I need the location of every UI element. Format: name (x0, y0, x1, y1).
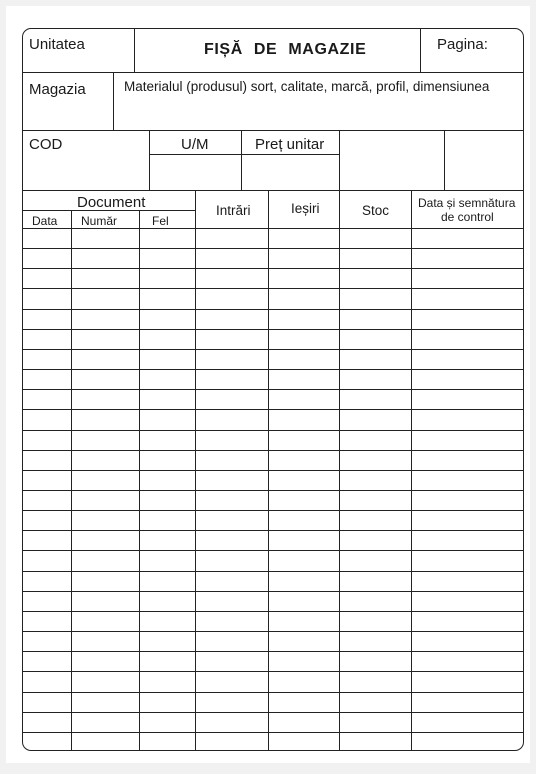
table-cell[interactable] (411, 268, 524, 288)
table-row (23, 268, 524, 288)
row-divider (23, 288, 524, 289)
divider (339, 130, 340, 190)
table-cell[interactable] (139, 671, 195, 691)
table-cell[interactable] (411, 651, 524, 671)
table-cell[interactable] (268, 430, 339, 450)
table-row (23, 430, 524, 450)
table-cell[interactable] (195, 571, 268, 591)
row-divider (23, 651, 524, 652)
um-label: U/M (181, 136, 209, 153)
table-cell[interactable] (71, 510, 139, 530)
table-cell[interactable] (339, 470, 411, 490)
divider (23, 72, 524, 73)
table-row (23, 692, 524, 712)
table-row (23, 349, 524, 369)
table-cell[interactable] (71, 349, 139, 369)
table-cell[interactable] (268, 329, 339, 349)
table-cell[interactable] (23, 288, 71, 308)
table-cell[interactable] (268, 369, 339, 389)
row-divider (23, 530, 524, 531)
table-cell[interactable] (71, 228, 139, 248)
table-cell[interactable] (139, 591, 195, 611)
table-cell[interactable] (139, 430, 195, 450)
table-cell[interactable] (339, 288, 411, 308)
table-cell[interactable] (139, 369, 195, 389)
table-cell[interactable] (268, 510, 339, 530)
table-cell[interactable] (139, 631, 195, 651)
table-cell[interactable] (23, 409, 71, 429)
cod-field[interactable] (23, 155, 149, 190)
table-cell[interactable] (139, 450, 195, 470)
table-cell[interactable] (139, 530, 195, 550)
table-cell[interactable] (139, 712, 195, 732)
iesiri-header: Ieșiri (291, 201, 320, 216)
divider (23, 130, 524, 131)
table-cell[interactable] (268, 409, 339, 429)
table-cell[interactable] (195, 611, 268, 631)
table-cell[interactable] (195, 490, 268, 510)
magazia-label: Magazia (29, 81, 86, 98)
table-cell[interactable] (23, 349, 71, 369)
table-cell[interactable] (139, 732, 195, 751)
table-cell[interactable] (411, 470, 524, 490)
divider (23, 190, 524, 191)
table-cell[interactable] (268, 571, 339, 591)
table-cell[interactable] (195, 288, 268, 308)
table-cell[interactable] (339, 490, 411, 510)
table-cell[interactable] (139, 510, 195, 530)
table-cell[interactable] (23, 550, 71, 570)
table-cell[interactable] (411, 510, 524, 530)
table-cell[interactable] (195, 430, 268, 450)
table-row (23, 248, 524, 268)
row-divider (23, 430, 524, 431)
table-cell[interactable] (71, 651, 139, 671)
table-cell[interactable] (411, 248, 524, 268)
material-description-label: Materialul (produsul) sort, calitate, marcă, profil, dimensiunea (124, 79, 490, 94)
table-cell[interactable] (71, 450, 139, 470)
table-cell[interactable] (411, 530, 524, 550)
table-cell[interactable] (339, 571, 411, 591)
table-row (23, 591, 524, 611)
table-cell[interactable] (339, 369, 411, 389)
intrari-header: Intrări (216, 203, 251, 218)
table-cell[interactable] (339, 732, 411, 751)
table-cell[interactable] (71, 409, 139, 429)
table-cell[interactable] (339, 510, 411, 530)
table-cell[interactable] (71, 430, 139, 450)
table-cell[interactable] (339, 651, 411, 671)
table-cell[interactable] (339, 450, 411, 470)
table-cell[interactable] (411, 611, 524, 631)
table-cell[interactable] (71, 490, 139, 510)
table-cell[interactable] (23, 248, 71, 268)
table-cell[interactable] (411, 369, 524, 389)
table-cell[interactable] (195, 450, 268, 470)
table-cell[interactable] (268, 288, 339, 308)
table-cell[interactable] (195, 631, 268, 651)
magazia-field[interactable] (23, 99, 113, 130)
table-cell[interactable] (268, 530, 339, 550)
table-row (23, 671, 524, 691)
table-cell[interactable] (339, 550, 411, 570)
table-row (23, 571, 524, 591)
control-header-line1: Data și semnătura (418, 196, 516, 210)
row-divider (23, 732, 524, 733)
table-row (23, 450, 524, 470)
table-cell[interactable] (411, 631, 524, 651)
row-divider (23, 692, 524, 693)
table-cell[interactable] (139, 288, 195, 308)
pagina-label: Pagina: (437, 36, 488, 53)
table-cell[interactable] (71, 389, 139, 409)
table-cell[interactable] (23, 530, 71, 550)
table-cell[interactable] (411, 409, 524, 429)
table-cell[interactable] (139, 651, 195, 671)
material-field[interactable] (114, 99, 524, 130)
table-cell[interactable] (23, 490, 71, 510)
table-cell[interactable] (268, 490, 339, 510)
table-cell[interactable] (139, 309, 195, 329)
table-cell[interactable] (411, 228, 524, 248)
table-cell[interactable] (339, 349, 411, 369)
table-cell[interactable] (339, 430, 411, 450)
row-divider (23, 349, 524, 350)
stock-card-form (22, 28, 524, 751)
table-cell[interactable] (195, 470, 268, 490)
table-cell[interactable] (339, 712, 411, 732)
table-cell[interactable] (195, 228, 268, 248)
paper-sheet (6, 6, 530, 763)
control-header-line2: de control (441, 210, 494, 224)
row-divider (23, 450, 524, 451)
table-cell[interactable] (411, 450, 524, 470)
table-cell[interactable] (71, 248, 139, 268)
table-cell[interactable] (268, 248, 339, 268)
row-divider (23, 268, 524, 269)
table-row (23, 228, 524, 248)
table-cell[interactable] (268, 349, 339, 369)
table-cell[interactable] (268, 389, 339, 409)
table-row (23, 510, 524, 530)
table-cell[interactable] (339, 329, 411, 349)
row-divider (23, 470, 524, 471)
table-cell[interactable] (139, 389, 195, 409)
table-cell[interactable] (339, 692, 411, 712)
table-cell[interactable] (71, 732, 139, 751)
table-cell[interactable] (71, 369, 139, 389)
table-cell[interactable] (71, 712, 139, 732)
um-field[interactable] (150, 155, 241, 190)
table-cell[interactable] (339, 631, 411, 651)
table-cell[interactable] (139, 268, 195, 288)
table-cell[interactable] (71, 329, 139, 349)
table-cell[interactable] (71, 550, 139, 570)
table-cell[interactable] (339, 309, 411, 329)
data-header: Data (32, 214, 58, 228)
table-cell[interactable] (195, 671, 268, 691)
table-cell[interactable] (23, 651, 71, 671)
numar-header: Număr (81, 214, 118, 228)
table-cell[interactable] (23, 712, 71, 732)
row-divider (23, 631, 524, 632)
row-divider (23, 550, 524, 551)
table-row (23, 369, 524, 389)
table-row (23, 712, 524, 732)
table-row (23, 631, 524, 651)
table-cell[interactable] (411, 550, 524, 570)
table-cell[interactable] (195, 309, 268, 329)
table-row (23, 651, 524, 671)
table-row (23, 409, 524, 429)
table-row (23, 732, 524, 751)
table-cell[interactable] (71, 692, 139, 712)
table-cell[interactable] (411, 571, 524, 591)
unitatea-label: Unitatea (29, 36, 85, 53)
row-divider (23, 591, 524, 592)
table-cell[interactable] (195, 732, 268, 751)
table-cell[interactable] (339, 228, 411, 248)
table-cell[interactable] (23, 510, 71, 530)
table-cell[interactable] (195, 510, 268, 530)
row-divider (23, 409, 524, 410)
table-cell[interactable] (139, 228, 195, 248)
table-cell[interactable] (195, 329, 268, 349)
table-cell[interactable] (339, 530, 411, 550)
table-cell[interactable] (139, 611, 195, 631)
table-cell[interactable] (268, 732, 339, 751)
row-divider (23, 510, 524, 511)
stoc-header: Stoc (362, 203, 390, 218)
table-cell[interactable] (71, 470, 139, 490)
table-cell[interactable] (339, 409, 411, 429)
table-cell[interactable] (71, 631, 139, 651)
row-divider (23, 369, 524, 370)
table-cell[interactable] (268, 611, 339, 631)
table-cell[interactable] (71, 288, 139, 308)
table-cell[interactable] (23, 732, 71, 751)
cod-label: COD (29, 136, 63, 153)
table-cell[interactable] (23, 611, 71, 631)
table-cell[interactable] (195, 248, 268, 268)
table-cell[interactable] (268, 268, 339, 288)
table-cell[interactable] (411, 671, 524, 691)
table-cell[interactable] (339, 611, 411, 631)
table-cell[interactable] (411, 712, 524, 732)
divider (23, 210, 195, 211)
table-cell[interactable] (339, 248, 411, 268)
table-cell[interactable] (195, 409, 268, 429)
table-row (23, 611, 524, 631)
table-cell[interactable] (71, 571, 139, 591)
table-cell[interactable] (71, 591, 139, 611)
table-row (23, 389, 524, 409)
table-cell[interactable] (411, 389, 524, 409)
table-cell[interactable] (268, 309, 339, 329)
row-divider (23, 611, 524, 612)
table-cell[interactable] (71, 268, 139, 288)
table-cell[interactable] (339, 671, 411, 691)
table-cell[interactable] (195, 268, 268, 288)
table-cell[interactable] (195, 349, 268, 369)
table-cell[interactable] (71, 309, 139, 329)
row-divider (23, 389, 524, 390)
table-cell[interactable] (139, 692, 195, 712)
table-cell[interactable] (268, 671, 339, 691)
table-cell[interactable] (23, 268, 71, 288)
table-cell[interactable] (195, 369, 268, 389)
row-divider (23, 571, 524, 572)
table-cell[interactable] (268, 450, 339, 470)
row-divider (23, 309, 524, 310)
table-cell[interactable] (195, 651, 268, 671)
table-cell[interactable] (411, 288, 524, 308)
table-cell[interactable] (23, 571, 71, 591)
table-cell[interactable] (139, 248, 195, 268)
table-cell[interactable] (195, 389, 268, 409)
divider (444, 130, 445, 190)
table-row (23, 490, 524, 510)
row-divider (23, 248, 524, 249)
table-cell[interactable] (23, 329, 71, 349)
table-cell[interactable] (268, 550, 339, 570)
table-cell[interactable] (411, 430, 524, 450)
table-cell[interactable] (139, 349, 195, 369)
table-cell[interactable] (23, 309, 71, 329)
table-cell[interactable] (71, 530, 139, 550)
table-cell[interactable] (23, 692, 71, 712)
table-row (23, 530, 524, 550)
table-row (23, 470, 524, 490)
table-cell[interactable] (23, 369, 71, 389)
table-cell[interactable] (411, 329, 524, 349)
table-cell[interactable] (339, 268, 411, 288)
table-cell[interactable] (268, 228, 339, 248)
table-cell[interactable] (268, 631, 339, 651)
table-cell[interactable] (139, 470, 195, 490)
table-cell[interactable] (411, 591, 524, 611)
table-cell[interactable] (268, 712, 339, 732)
table-cell[interactable] (139, 329, 195, 349)
row-divider (23, 490, 524, 491)
table-cell[interactable] (23, 671, 71, 691)
table-cell[interactable] (268, 591, 339, 611)
table-cell[interactable] (268, 651, 339, 671)
table-cell[interactable] (195, 712, 268, 732)
table-cell[interactable] (411, 692, 524, 712)
form-title: FIȘĂ DE MAGAZIE (204, 41, 367, 58)
pagina-field[interactable] (421, 29, 524, 72)
pret-unitar-field[interactable] (242, 155, 339, 190)
table-cell[interactable] (139, 490, 195, 510)
table-cell[interactable] (195, 692, 268, 712)
table-cell[interactable] (23, 450, 71, 470)
table-cell[interactable] (339, 389, 411, 409)
table-cell[interactable] (411, 309, 524, 329)
table-cell[interactable] (139, 409, 195, 429)
table-cell[interactable] (195, 530, 268, 550)
table-row (23, 550, 524, 570)
divider (134, 29, 135, 72)
table-cell[interactable] (23, 389, 71, 409)
table-cell[interactable] (71, 671, 139, 691)
table-cell[interactable] (268, 470, 339, 490)
table-cell[interactable] (23, 591, 71, 611)
table-cell[interactable] (71, 611, 139, 631)
table-cell[interactable] (23, 631, 71, 651)
table-cell[interactable] (23, 430, 71, 450)
table-row (23, 309, 524, 329)
table-cell[interactable] (139, 571, 195, 591)
table-cell[interactable] (339, 591, 411, 611)
fel-header: Fel (152, 214, 169, 228)
table-row (23, 329, 524, 349)
table-cell[interactable] (268, 692, 339, 712)
table-cell[interactable] (139, 550, 195, 570)
table-cell[interactable] (411, 490, 524, 510)
table-cell[interactable] (195, 550, 268, 570)
row-divider (23, 712, 524, 713)
table-cell[interactable] (23, 470, 71, 490)
document-header: Document (77, 194, 146, 211)
pret-unitar-label: Preț unitar (255, 136, 325, 153)
table-row (23, 288, 524, 308)
table-cell[interactable] (411, 349, 524, 369)
table-cell[interactable] (411, 732, 524, 751)
table-cell[interactable] (195, 591, 268, 611)
row-divider (23, 329, 524, 330)
row-divider (23, 671, 524, 672)
table-cell[interactable] (23, 228, 71, 248)
